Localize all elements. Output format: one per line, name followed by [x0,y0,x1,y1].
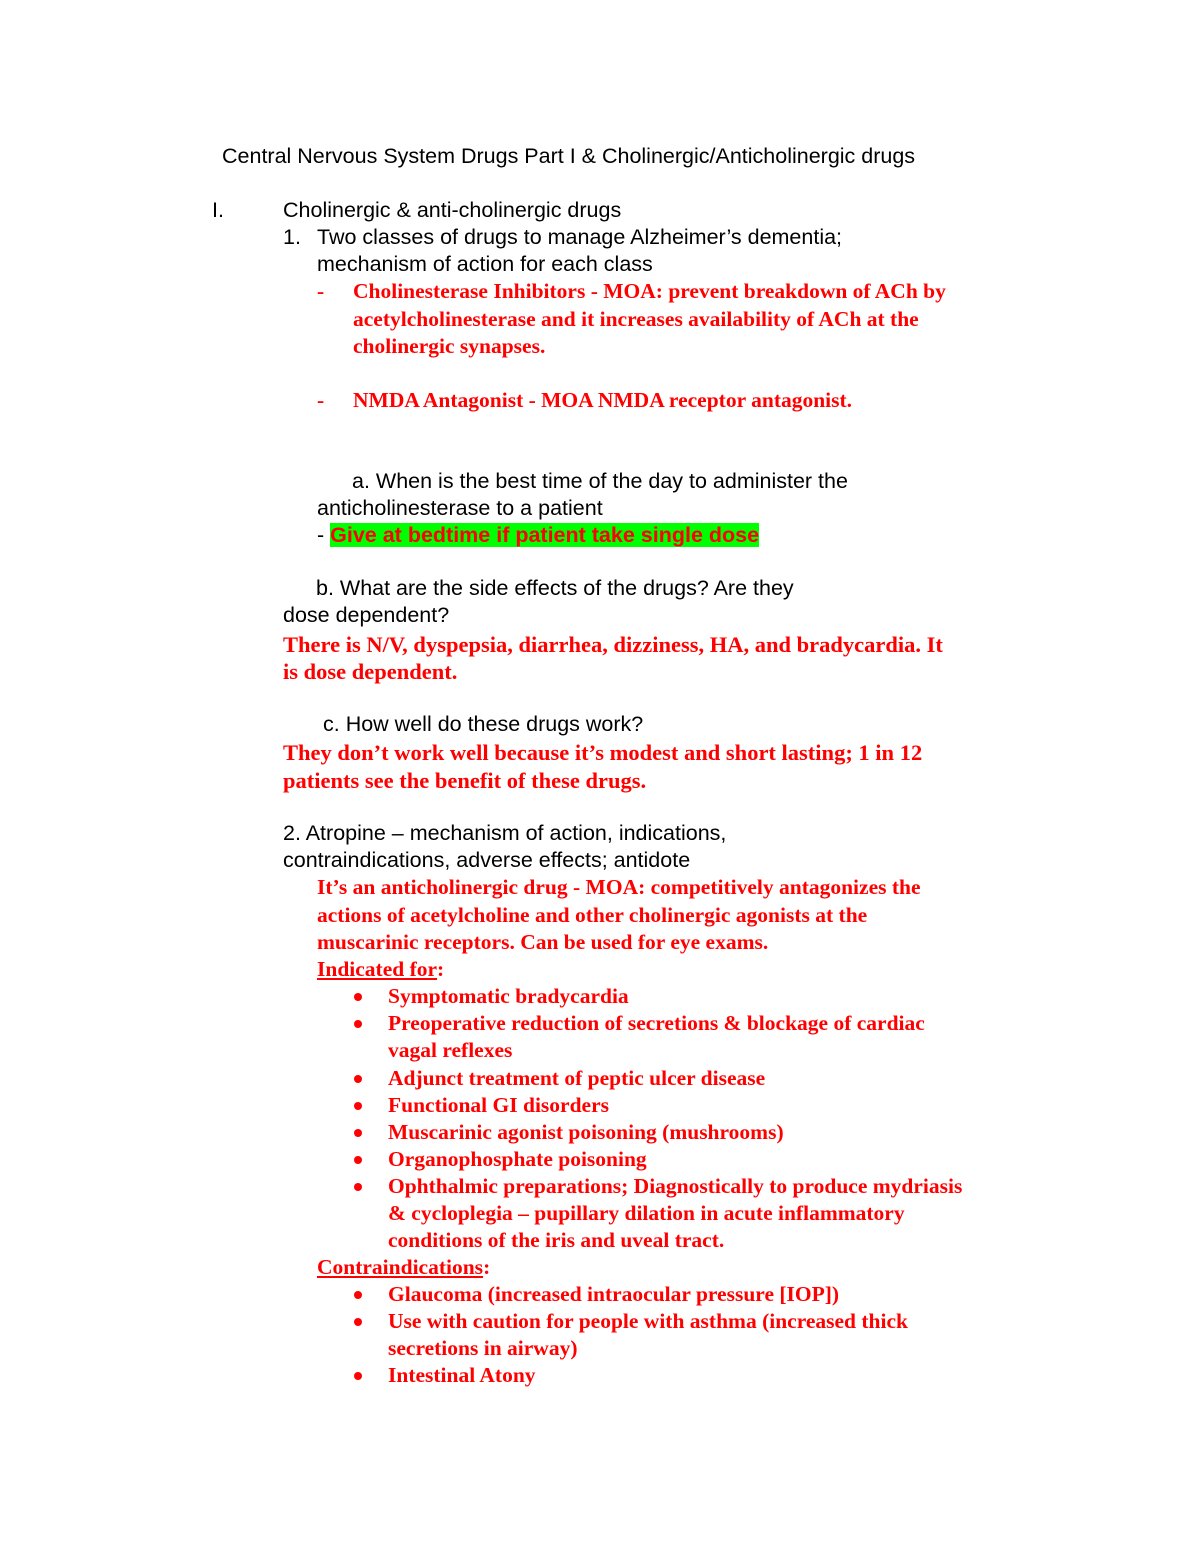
bullet-icon [354,1075,362,1083]
contraindication-item: Glaucoma (increased intraocular pressure [IOP]) [388,1282,840,1306]
section-numeral: I. [212,198,224,222]
indication-item: Preoperative reduction of secretions & blockage of cardiac [388,1011,925,1035]
bullet-icon [354,1183,362,1191]
indication-item: Adjunct treatment of peptic ulcer disease [388,1066,766,1090]
q1-line1: Two classes of drugs to manage Alzheimer’s dementia; [317,225,843,249]
bullet-icon [354,1129,362,1137]
q2-answer-line3: muscarinic receptors. Can be used for eye exams. [317,930,769,954]
q1b-answer-line2: is dose dependent. [283,659,458,684]
q1-answer1-dash: - [317,279,325,303]
indication-item-continuation: & cycloplegia – pupillary dilation in acute inflammatory [388,1201,905,1225]
bullet-icon [354,1372,362,1380]
bullet-icon [354,1318,362,1326]
contraindication-item: Intestinal Atony [388,1363,536,1387]
bullet-icon [354,993,362,1001]
contraindication-item: Use with caution for people with asthma (increased thick [388,1309,908,1333]
contraindications-heading [317,1255,490,1281]
q2-answer-line1: It’s an anticholinergic drug - MOA: competitively antagonizes the [317,875,921,899]
q1c-answer-line2: patients see the benefit of these drugs. [283,768,647,793]
section-heading: Cholinergic & anti-cholinergic drugs [283,198,622,222]
indication-item: Functional GI disorders [388,1093,609,1117]
q2-line1: 2. Atropine – mechanism of action, indications, [283,821,727,845]
q1c-answer-line1: They don’t work well because it’s modest and short lasting; 1 in 12 [283,740,923,765]
q1a-line2: anticholinesterase to a patient [317,496,603,520]
document-title: Central Nervous System Drugs Part I & Cholinergic/Anticholinergic drugs [222,144,916,168]
q1-answer1-line3: cholinergic synapses. [353,334,546,358]
q1c-line1: c. How well do these drugs work? [323,712,644,736]
q1a-line1: a. When is the best time of the day to administer the [352,469,848,493]
indication-item-continuation: vagal reflexes [388,1038,513,1062]
q1-answer1-line1: Cholinesterase Inhibitors - MOA: prevent breakdown of ACh by [353,279,946,303]
q1-answer1-line2: acetylcholinesterase and it increases availability of ACh at the [353,307,919,331]
q1b-answer-line1: There is N/V, dyspepsia, diarrhea, dizziness, HA, and bradycardia. It [283,632,943,657]
contraindication-item-continuation: secretions in airway) [388,1336,578,1360]
indicated-for-heading [317,957,444,983]
indication-item: Symptomatic bradycardia [388,984,629,1008]
q1b-line1: b. What are the side effects of the drugs? Are they [316,576,794,600]
q1-answer2: NMDA Antagonist - MOA NMDA receptor antagonist. [353,388,853,412]
indication-item-continuation: conditions of the iris and uveal tract. [388,1228,725,1252]
q1-line2: mechanism of action for each class [317,252,653,276]
q1b-line2: dose dependent? [283,603,450,627]
bullet-icon [354,1156,362,1164]
q1a-answer [317,523,759,549]
q2-answer-line2: actions of acetylcholine and other cholinergic agonists at the [317,903,868,927]
bullet-icon [354,1020,362,1028]
q1-number: 1. [283,225,301,249]
contraindications-colon: : [483,1255,491,1279]
bullet-icon [354,1291,362,1299]
indication-item: Ophthalmic preparations; Diagnostically to produce mydriasis [388,1174,963,1198]
q2-line2: contraindications, adverse effects; antidote [283,848,691,872]
contraindications-label: Contraindications [317,1255,484,1279]
q1a-answer-highlight: Give at bedtime if patient take single dose [330,523,760,547]
q1-answer2-dash: - [317,388,325,412]
q1a-answer-prefix: - [317,523,331,547]
indication-item: Muscarinic agonist poisoning (mushrooms) [388,1120,784,1144]
bullet-icon [354,1102,362,1110]
indication-item: Organophosphate poisoning [388,1147,647,1171]
indicated-for-colon: : [437,957,445,981]
indicated-for-label: Indicated for [317,957,438,981]
